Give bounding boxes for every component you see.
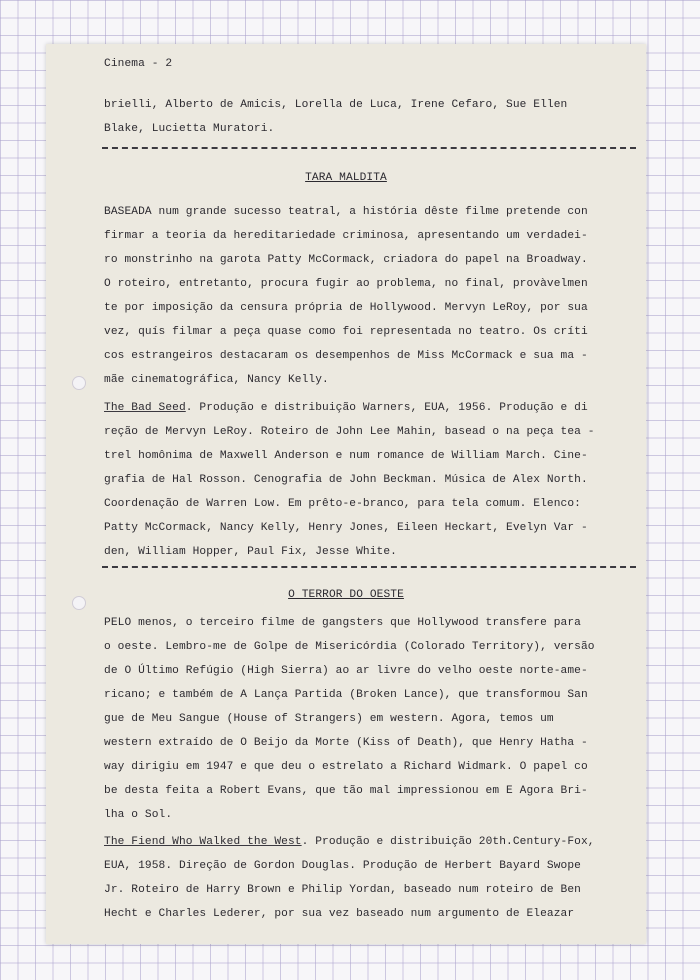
section-title-o-terror-do-oeste: O TERROR DO OESTE (288, 589, 404, 601)
intro-line: Blake, Lucietta Muratori. (104, 123, 275, 135)
credits-line: Hecht e Charles Lederer, por sua vez baseado num argumento de Eleazar (104, 908, 575, 920)
credits-text: . Produção e distribuição Warners, EUA, 1956. Produção e di (185, 402, 588, 414)
body-line: cos estrangeiros destacaram os desempenhos de Miss McCormack e sua ma - (104, 350, 588, 362)
body-line: western extraído de O Beijo da Morte (Kiss of Death), que Henry Hatha - (104, 737, 588, 749)
body-line: O roteiro, entretanto, procura fugir ao problema, no final, provàvelmen (104, 278, 588, 290)
body-line: ro monstrinho na garota Patty McCormack, criadora do papel na Broadway. (104, 254, 588, 266)
body-line: way dirigiu em 1947 e que deu o estrelato a Richard Widmark. O papel co (104, 761, 588, 773)
credits-line: Jr. Roteiro de Harry Brown e Philip Yordan, baseado num roteiro de Ben (104, 884, 581, 896)
film-original-title: The Bad Seed (104, 402, 186, 414)
credits-line: grafia de Hal Rosson. Cenografia de John Beckman. Música de Alex North. (104, 474, 588, 486)
body-line: te por imposição da censura própria de Hollywood. Mervyn LeRoy, por sua (104, 302, 588, 314)
body-line: PELO menos, o terceiro filme de gangsters que Hollywood transfere para (104, 617, 581, 629)
credits-line: reção de Mervyn LeRoy. Roteiro de John Lee Mahin, basead o na peça tea - (104, 426, 595, 438)
section-title-tara-maldita: TARA MALDITA (305, 172, 387, 184)
section-divider (102, 566, 636, 568)
body-line: be desta feita a Robert Evans, que tão mal impressionou em E Agora Bri- (104, 785, 588, 797)
credits-line: den, William Hopper, Paul Fix, Jesse White. (104, 546, 397, 558)
body-line: vez, quís filmar a peça quase como foi representada no teatro. Os críti (104, 326, 588, 338)
credits-line: EUA, 1958. Direção de Gordon Douglas. Produção de Herbert Bayard Swope (104, 860, 581, 872)
credits-line (104, 402, 588, 414)
credits-line: Patty McCormack, Nancy Kelly, Henry Jones, Eileen Heckart, Evelyn Var - (104, 522, 588, 534)
punch-hole (72, 376, 86, 390)
body-line: BASEADA num grande sucesso teatral, a história dêste filme pretende con (104, 206, 588, 218)
body-line: de O Último Refúgio (High Sierra) ao ar livre do velho oeste norte-ame- (104, 665, 588, 677)
intro-line: brielli, Alberto de Amicis, Lorella de Luca, Irene Cefaro, Sue Ellen (104, 99, 568, 111)
typewritten-page (46, 44, 646, 944)
body-line: o oeste. Lembro-me de Golpe de Misericórdia (Colorado Territory), versão (104, 641, 595, 653)
body-line: lha o Sol. (104, 809, 173, 821)
body-line: ricano; e também de A Lança Partida (Broken Lance), que transformou San (104, 689, 588, 701)
page-header: Cinema - 2 (104, 58, 173, 70)
credits-text: . Produção e distribuição 20th.Century-Fox, (301, 836, 595, 848)
credits-line: Coordenação de Warren Low. Em prêto-e-branco, para tela comum. Elenco: (104, 498, 581, 510)
credits-line (104, 836, 595, 848)
body-line: firmar a teoria da hereditariedade criminosa, apresentando um verdadei- (104, 230, 588, 242)
film-original-title: The Fiend Who Walked the West (104, 836, 302, 848)
body-line: mãe cinematográfica, Nancy Kelly. (104, 374, 329, 386)
credits-line: trel homônima de Maxwell Anderson e num romance de William March. Cine- (104, 450, 588, 462)
body-line: gue de Meu Sangue (House of Strangers) em western. Agora, temos um (104, 713, 554, 725)
section-divider (102, 147, 636, 149)
